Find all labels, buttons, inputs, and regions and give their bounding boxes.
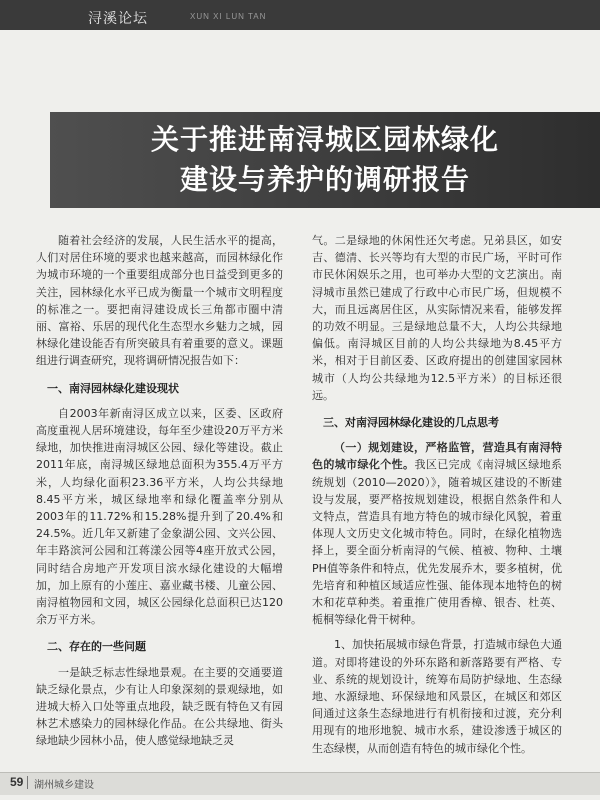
section-heading-1: 一、南浔园林绿化建设现状 bbox=[47, 381, 179, 395]
problems-paragraph: 一是缺乏标志性绿地景观。在主要的交通要道缺乏绿化景点，少有让人印象深刻的景观绿地，如进城大桥入口处等重点地段，缺乏既有特色又有园林艺术感染力的园林绿化作品。在公共绿地、街头绿地缺少园林小品，使人感觉绿地缺乏灵 bbox=[36, 665, 283, 748]
footer-divider bbox=[27, 776, 28, 789]
status-paragraph: 自2003年新南浔区成立以来，区委、区政府高度重视人居环境建设，每年至少建设20万平方米绿地，加快推进南浔城区公园、绿化等建设。截止2011年底，南浔城区绿地总面积为355.4万平方米，人均绿化面积23.36平方米，人均公共绿地8.45平方米，城区绿地率和绿化覆盖率分别从2003年的11.72%和15.28%提升到了20.4%和24.5%。近几年又新建了金象湖公园、文兴公园、年丰路滨河公园和江蒋漾公园等4座开放式公园，同时结合房地产开发项目滨水绿化建设的大幅增加，加上原有的小莲庄、嘉业藏书楼、儿童公园、南浔植物园和文园，城区公园绿化总面积已达120余万平方米。 bbox=[36, 406, 283, 627]
section-tag: 浔溪论坛 bbox=[88, 11, 148, 27]
journal-name: 湖州城乡建设 bbox=[34, 780, 94, 791]
planning-paragraph bbox=[312, 439, 562, 628]
article-title-line-2: 建设与养护的调研报告 bbox=[179, 163, 470, 196]
section-pinyin: XUN XI LUN TAN bbox=[190, 12, 267, 21]
article-title-line-1: 关于推进南浔城区园林绿化 bbox=[150, 123, 499, 156]
problems-continued-paragraph: 气。二是绿地的休闲性还欠考虑。兄弟县区，如安吉、德清、长兴等均有大型的市民广场，平时可作市民休闲娱乐之用，也可举办大型的文艺演出。南浔城市虽然已建成了行政中心市民广场，但规模不大，而且远离居住区，从实际情况来看，能够发挥的功效不明显。三是绿地总量不大，人均公共绿地偏低。南浔城区目前的人均公共绿地为8.45平方米，相对于目前区委、区政府提出的创建国家园林城市（人均公共绿地为12.5平方米）的目标还很远。 bbox=[312, 234, 562, 402]
section-heading-2: 二、存在的一些问题 bbox=[47, 640, 146, 654]
article-title-banner bbox=[50, 112, 600, 208]
right-column bbox=[312, 232, 562, 757]
left-column bbox=[36, 232, 283, 750]
intro-paragraph: 随着社会经济的发展，人民生活水平的提高，人们对居住环境的要求也越来越高，而园林绿化作为城市环境的一个重要组成部分也日益受到更多的关注，园林绿化水平已成为衡量一个城市文明程度的标准之一。要把南浔建设成长三角都市圈中清丽、富裕、乐居的现代化生态型水乡魅力之城，园林绿化建设能否有所突破具有着重要的意义。课题组进行调查研究，现将调研情况报告如下： bbox=[36, 234, 283, 368]
green-corridor-paragraph: 1、加快拓展城市绿色背景，打造城市绿色大通道。对即将建设的外环东路和新落路要有严格、专业、系统的规划设计，统筹布局防护绿地、生态绿地、水源绿地、环保绿地和风景区，在城区和郊区间通过这条生态绿地进行有机衔接和过渡，充分利用现有的地形地貌、城市水系，建设渗透于城区的生态绿楔，从而创造有特色的城市绿化个性。 bbox=[312, 638, 562, 755]
planning-lead: （一）规划建设，严格监管，营造具有南浔特色的城市绿化个性。 bbox=[312, 441, 562, 472]
section-heading-3: 三、对南浔园林绿化建设的几点思考 bbox=[323, 416, 499, 430]
page-number: 59 bbox=[10, 775, 24, 789]
planning-text: 我区已完成《南浔城区绿地系统规划（2010—2020）》，随着城区建设的不断建设与发展，要严格按规划建设，根据自然条件和人文特点，营造具有地方特色的城市绿化风貌，着重体现人文历史文化城市特色。同时，在绿化植物选择上，要全面分析南浔的气候、植被、物种、土壤PH值等条件和特点，优先发展乔木，要多植树，优先培育和种植区域适应性强、能体现本地特色的树木和花草种类。着重推广使用香樟、银杏、杜英、栀桐等绿化骨干树种。 bbox=[312, 458, 563, 627]
